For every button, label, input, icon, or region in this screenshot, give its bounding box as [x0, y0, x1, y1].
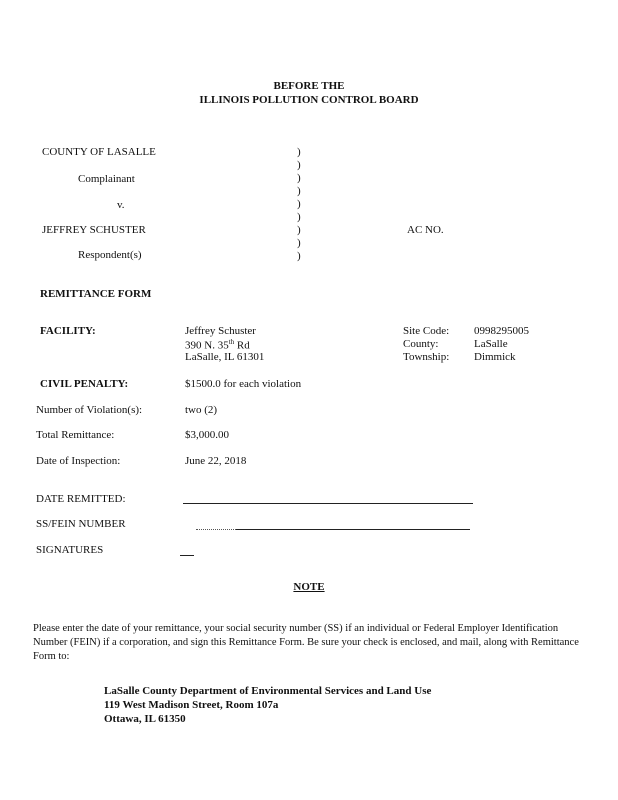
- date-remitted-label: DATE REMITTED:: [36, 493, 126, 505]
- signatures-label: SIGNATURES: [36, 544, 104, 556]
- county-value: LaSalle: [474, 338, 508, 350]
- paren: ): [297, 146, 301, 158]
- paren: ): [297, 250, 301, 262]
- ac-number-label: AC NO.: [407, 224, 444, 236]
- address-line-2: 119 West Madison Street, Room 107a: [104, 699, 279, 711]
- paren: ): [297, 185, 301, 197]
- ssfein-field[interactable]: [236, 529, 470, 530]
- total-remittance-label: Total Remittance:: [36, 429, 115, 441]
- form-title: REMITTANCE FORM: [40, 288, 152, 300]
- note-body: Please enter the date of your remittance, your social security number (SS) if an individual or Federal Employer Identification Number (FEIN) if a corporation, and sign this Remittance Form. Be sure your check is enclosed, and mail, along with Remittance Form to:: [33, 623, 579, 662]
- facility-city: LaSalle, IL 61301: [185, 351, 265, 363]
- versus-text: v.: [117, 199, 125, 211]
- total-remittance-value: $3,000.00: [185, 429, 229, 441]
- civil-penalty-value: $1500.0 for each violation: [185, 378, 302, 390]
- site-code-value: 0998295005: [474, 325, 529, 337]
- complainant-role: Complainant: [78, 173, 135, 185]
- complainant-name: COUNTY OF LASALLE: [42, 146, 156, 158]
- violations-value: two (2): [185, 404, 218, 416]
- address-line-3: Ottawa, IL 61350: [104, 713, 186, 725]
- header-line-1: BEFORE THE: [273, 80, 345, 92]
- respondent-name: JEFFREY SCHUSTER: [42, 224, 146, 236]
- site-code-label: Site Code:: [403, 325, 450, 337]
- facility-name: Jeffrey Schuster: [185, 325, 256, 337]
- signature-field[interactable]: [180, 555, 194, 556]
- ssfein-field-lead: [196, 529, 236, 530]
- paren: ): [297, 211, 301, 223]
- county-label: County:: [403, 338, 439, 350]
- township-label: Township:: [403, 351, 450, 363]
- inspection-date-label: Date of Inspection:: [36, 455, 121, 467]
- date-remitted-field[interactable]: [183, 503, 473, 504]
- paren: ): [297, 224, 301, 236]
- note-title: NOTE: [293, 581, 325, 593]
- paren: ): [297, 198, 301, 210]
- facility-street: 390 N. 35th Rd: [185, 338, 250, 352]
- inspection-date-value: June 22, 2018: [185, 455, 247, 467]
- respondent-role: Respondent(s): [78, 249, 142, 261]
- address-line-1: LaSalle County Department of Environmental Services and Land Use: [104, 685, 432, 697]
- violations-label: Number of Violation(s):: [36, 404, 143, 416]
- paren: ): [297, 159, 301, 171]
- paren: ): [297, 172, 301, 184]
- header-line-2: ILLINOIS POLLUTION CONTROL BOARD: [199, 94, 419, 106]
- facility-label: FACILITY:: [40, 325, 96, 337]
- civil-penalty-label: CIVIL PENALTY:: [40, 378, 129, 390]
- paren: ): [297, 237, 301, 249]
- township-value: Dimmick: [474, 351, 516, 363]
- ssfein-label: SS/FEIN NUMBER: [36, 518, 126, 530]
